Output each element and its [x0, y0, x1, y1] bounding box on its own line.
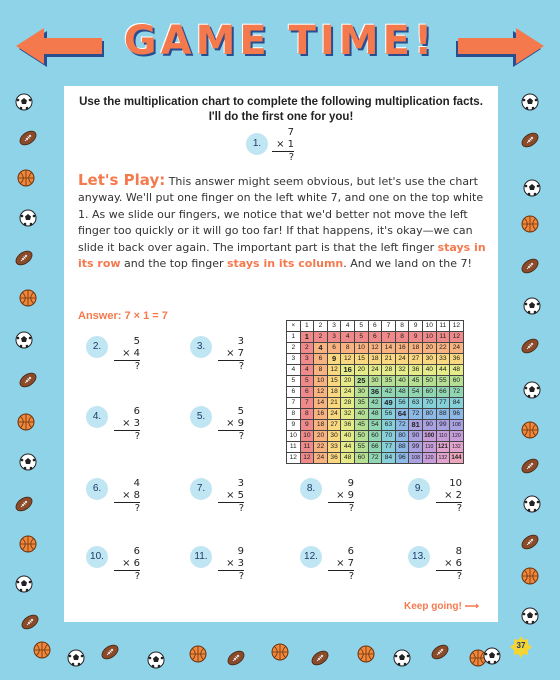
- chart-cell: 56: [382, 409, 396, 420]
- basketball-icon: [18, 534, 38, 554]
- chart-cell: 60: [450, 376, 464, 387]
- football-icon: [14, 248, 34, 268]
- chart-column-header: 9: [409, 321, 423, 332]
- chart-cell: 48: [341, 453, 355, 464]
- soccer-ball-icon: [14, 330, 34, 350]
- multiplication-problem: [328, 478, 354, 515]
- soccer-ball-icon: [522, 296, 542, 316]
- chart-column-header: 12: [450, 321, 464, 332]
- multiplication-problem: [436, 478, 462, 515]
- problem-answer: ?: [348, 571, 354, 582]
- chart-cell: 11: [300, 442, 314, 453]
- chart-cell: 110: [422, 442, 436, 453]
- chart-cell: 72: [368, 453, 382, 464]
- problem-top: 9: [347, 478, 354, 489]
- problem-answer: ?: [134, 431, 140, 442]
- chart-row-header: 5: [287, 376, 301, 387]
- problem-top: 3: [237, 336, 244, 347]
- problem-top: 4: [133, 478, 140, 489]
- chart-cell: 15: [327, 376, 341, 387]
- chart-cell: 24: [450, 343, 464, 354]
- chart-cell: 10: [314, 376, 328, 387]
- chart-cell: 10: [354, 343, 368, 354]
- problem-number: 9.: [408, 478, 430, 500]
- problem-answer: ?: [238, 503, 244, 514]
- chart-cell: 100: [422, 431, 436, 442]
- problem-top: 5: [133, 336, 140, 347]
- chart-cell: 72: [409, 409, 423, 420]
- chart-cell: 33: [436, 354, 450, 365]
- chart-cell: 70: [382, 431, 396, 442]
- chart-cell: 24: [327, 409, 341, 420]
- football-icon: [226, 648, 246, 668]
- problem-answer: ?: [134, 361, 140, 372]
- chart-column-header: 4: [341, 321, 355, 332]
- chart-cell: 24: [341, 387, 355, 398]
- chart-cell: 35: [354, 398, 368, 409]
- soccer-ball-icon: [520, 92, 540, 112]
- lets-play-paragraph: [78, 172, 488, 272]
- basketball-icon: [16, 412, 36, 432]
- multiplication-problem: [114, 478, 140, 515]
- soccer-ball-icon: [66, 648, 86, 668]
- chart-cell: 21: [382, 354, 396, 365]
- chart-cell: 35: [382, 376, 396, 387]
- soccer-ball-icon: [14, 92, 34, 112]
- chart-cell: 2: [300, 343, 314, 354]
- chart-cell: 7: [300, 398, 314, 409]
- page-number: 37: [516, 641, 526, 650]
- chart-column-header: 5: [354, 321, 368, 332]
- chart-cell: 18: [368, 354, 382, 365]
- problem-multiplier: × 7: [328, 558, 354, 571]
- chart-cell: 20: [354, 365, 368, 376]
- instructions: Use the multiplication chart to complete the following multiplication facts. I'll do the first one for you!: [79, 96, 483, 123]
- chart-cell: 24: [314, 453, 328, 464]
- basketball-icon: [16, 168, 36, 188]
- chart-cell: 14: [314, 398, 328, 409]
- chart-cell: 21: [327, 398, 341, 409]
- problem-number: 7.: [190, 478, 212, 500]
- problem-top: 7: [287, 127, 294, 138]
- chart-cell: 12: [314, 387, 328, 398]
- chart-cell: 11: [436, 332, 450, 343]
- chart-cell: 96: [450, 409, 464, 420]
- chart-cell: 56: [395, 398, 409, 409]
- chart-cell: 77: [382, 442, 396, 453]
- problem-answer: ?: [134, 503, 140, 514]
- chart-cell: 6: [327, 343, 341, 354]
- chart-cell: 18: [327, 387, 341, 398]
- problem-multiplier: × 7: [218, 348, 244, 361]
- chart-cell: 4: [314, 343, 328, 354]
- basketball-icon: [520, 420, 540, 440]
- chart-cell: 12: [327, 365, 341, 376]
- example-problem: [272, 127, 294, 164]
- basketball-icon: [32, 640, 52, 660]
- chart-cell: 27: [327, 420, 341, 431]
- chart-cell: 44: [341, 442, 355, 453]
- problem-top: 6: [133, 546, 140, 557]
- problem-multiplier: × 8: [114, 490, 140, 503]
- chart-row-header: 6: [287, 387, 301, 398]
- problem-number: 3.: [190, 336, 212, 358]
- chart-cell: 4: [300, 365, 314, 376]
- chart-cell: 96: [395, 453, 409, 464]
- problem-number: 10.: [86, 546, 108, 568]
- chart-cell: 88: [436, 409, 450, 420]
- football-icon: [520, 336, 540, 356]
- problem-number: 6.: [86, 478, 108, 500]
- basketball-icon: [270, 642, 290, 662]
- problem-top: 3: [237, 478, 244, 489]
- problem-multiplier: × 6: [114, 558, 140, 571]
- problem-multiplier: × 2: [436, 490, 462, 503]
- chart-cell: 9: [409, 332, 423, 343]
- problem-answer: ?: [134, 571, 140, 582]
- multiplication-problem: [114, 406, 140, 443]
- problem-number: 2.: [86, 336, 108, 358]
- answer-text: Answer: 7 × 1 = 7: [78, 310, 168, 322]
- multiplication-chart: [286, 320, 464, 464]
- problem-number: 8.: [300, 478, 322, 500]
- chart-cell: 22: [436, 343, 450, 354]
- football-icon: [520, 130, 540, 150]
- football-icon: [18, 370, 38, 390]
- football-icon: [14, 494, 34, 514]
- chart-cell: 12: [300, 453, 314, 464]
- football-icon: [520, 256, 540, 276]
- multiplication-problem: [114, 336, 140, 373]
- chart-column-header: 11: [436, 321, 450, 332]
- chart-cell: 30: [368, 376, 382, 387]
- chart-cell: 4: [341, 332, 355, 343]
- chart-cell: 36: [450, 354, 464, 365]
- chart-cell: 55: [354, 442, 368, 453]
- chart-cell: 28: [341, 398, 355, 409]
- chart-cell: 81: [409, 420, 423, 431]
- chart-cell: 3: [300, 354, 314, 365]
- problem-multiplier: × 5: [218, 490, 244, 503]
- chart-row-header: 1: [287, 332, 301, 343]
- multiplication-problem: [218, 546, 244, 583]
- chart-cell: 108: [409, 453, 423, 464]
- problem-top: 9: [237, 546, 244, 557]
- problem-number: 5.: [190, 406, 212, 428]
- chart-cell: 9: [300, 420, 314, 431]
- chart-cell: 49: [382, 398, 396, 409]
- chart-cell: 20: [422, 343, 436, 354]
- problem-number: 12.: [300, 546, 322, 568]
- chart-cell: 54: [409, 387, 423, 398]
- problem-answer: ?: [238, 361, 244, 372]
- lets-play-heading: Let's Play:: [78, 171, 166, 189]
- chart-cell: 32: [341, 409, 355, 420]
- chart-cell: 55: [436, 376, 450, 387]
- chart-row-header: 9: [287, 420, 301, 431]
- page-title: GAME TIME!: [123, 18, 437, 64]
- chart-cell: 48: [368, 409, 382, 420]
- chart-cell: 42: [368, 398, 382, 409]
- chart-column-header: 7: [382, 321, 396, 332]
- chart-cell: 54: [368, 420, 382, 431]
- problem-answer: ?: [288, 152, 294, 163]
- basketball-icon: [188, 644, 208, 664]
- football-icon: [20, 612, 40, 632]
- chart-cell: 64: [395, 409, 409, 420]
- chart-cell: 108: [450, 420, 464, 431]
- chart-row-header: 8: [287, 409, 301, 420]
- chart-cell: 60: [368, 431, 382, 442]
- chart-cell: 16: [341, 365, 355, 376]
- chart-cell: 40: [422, 365, 436, 376]
- soccer-ball-icon: [18, 452, 38, 472]
- problem-top: 8: [455, 546, 462, 557]
- keep-going-label: [404, 601, 479, 612]
- problem-multiplier: × 3: [218, 558, 244, 571]
- problem-multiplier: × 3: [114, 418, 140, 431]
- chart-cell: 90: [409, 431, 423, 442]
- chart-cell: 9: [327, 354, 341, 365]
- basketball-icon: [520, 214, 540, 234]
- chart-cell: 72: [450, 387, 464, 398]
- keep-going-text: Keep going!: [404, 601, 462, 612]
- chart-cell: 99: [409, 442, 423, 453]
- basketball-icon: [520, 566, 540, 586]
- multiplication-problem: [328, 546, 354, 583]
- problem-top: 10: [449, 478, 462, 489]
- chart-cell: 45: [354, 420, 368, 431]
- chart-cell: 120: [450, 431, 464, 442]
- chart-cell: 72: [395, 420, 409, 431]
- chart-cell: 33: [327, 442, 341, 453]
- chart-cell: 5: [354, 332, 368, 343]
- chart-cell: 99: [436, 420, 450, 431]
- chart-cell: 48: [450, 365, 464, 376]
- soccer-ball-icon: [18, 208, 38, 228]
- football-icon: [100, 642, 120, 662]
- chart-cell: 8: [300, 409, 314, 420]
- problem-number: 11.: [190, 546, 212, 568]
- chart-cell: 12: [450, 332, 464, 343]
- chart-cell: 70: [422, 398, 436, 409]
- chart-cell: 3: [327, 332, 341, 343]
- chart-column-header: 3: [327, 321, 341, 332]
- chart-cell: 12: [368, 343, 382, 354]
- chart-cell: 30: [422, 354, 436, 365]
- chart-row-header: 3: [287, 354, 301, 365]
- chart-cell: 60: [422, 387, 436, 398]
- chart-cell: 80: [395, 431, 409, 442]
- chart-cell: 18: [314, 420, 328, 431]
- chart-cell: 16: [314, 409, 328, 420]
- basketball-icon: [356, 644, 376, 664]
- multiplication-problem: [218, 478, 244, 515]
- chart-cell: 84: [382, 453, 396, 464]
- problem-multiplier: × 6: [436, 558, 462, 571]
- problem-number: 4.: [86, 406, 108, 428]
- chart-cell: 50: [422, 376, 436, 387]
- chart-cell: 121: [436, 442, 450, 453]
- chart-cell: 8: [341, 343, 355, 354]
- highlight-column: stays in its column: [227, 257, 344, 271]
- soccer-ball-icon: [522, 380, 542, 400]
- soccer-ball-icon: [522, 178, 542, 198]
- chart-cell: 120: [422, 453, 436, 464]
- multiplication-problem: [114, 546, 140, 583]
- chart-column-header: 1: [300, 321, 314, 332]
- chart-cell: 8: [314, 365, 328, 376]
- chart-cell: 8: [395, 332, 409, 343]
- paragraph-text: and the top finger: [120, 257, 227, 271]
- chart-cell: 44: [436, 365, 450, 376]
- problem-multiplier: × 1: [272, 139, 294, 152]
- chart-row-header: 10: [287, 431, 301, 442]
- chart-cell: 63: [382, 420, 396, 431]
- chart-cell: 88: [395, 442, 409, 453]
- chart-cell: 110: [436, 431, 450, 442]
- soccer-ball-icon: [482, 646, 502, 666]
- chart-cell: 2: [314, 332, 328, 343]
- chart-cell: 40: [341, 431, 355, 442]
- problem-top: 5: [237, 406, 244, 417]
- problem-number: 13.: [408, 546, 430, 568]
- chart-cell: 63: [409, 398, 423, 409]
- problem-top: 6: [133, 406, 140, 417]
- chart-cell: 132: [436, 453, 450, 464]
- chart-cell: 18: [409, 343, 423, 354]
- chart-cell: 144: [450, 453, 464, 464]
- chart-corner: ×: [287, 321, 301, 332]
- page-number-badge: [510, 636, 532, 658]
- football-icon: [430, 642, 450, 662]
- soccer-ball-icon: [520, 606, 540, 626]
- chart-cell: 36: [341, 420, 355, 431]
- chart-cell: 80: [422, 409, 436, 420]
- highlight-row: stays in its row: [78, 240, 486, 271]
- multiplication-problem: [218, 336, 244, 373]
- chart-cell: 1: [300, 332, 314, 343]
- multiplication-table: [286, 320, 464, 464]
- chart-column-header: 2: [314, 321, 328, 332]
- chart-cell: 36: [368, 387, 382, 398]
- chart-cell: 66: [436, 387, 450, 398]
- chart-row-header: 11: [287, 442, 301, 453]
- chart-cell: 10: [422, 332, 436, 343]
- problem-answer: ?: [348, 503, 354, 514]
- chart-cell: 25: [354, 376, 368, 387]
- chart-cell: 24: [395, 354, 409, 365]
- chart-cell: 6: [300, 387, 314, 398]
- football-icon: [520, 456, 540, 476]
- chart-cell: 30: [327, 431, 341, 442]
- soccer-ball-icon: [14, 574, 34, 594]
- football-icon: [310, 648, 330, 668]
- paragraph-text: . And we land on the 7!: [343, 257, 472, 271]
- problem-multiplier: × 9: [328, 490, 354, 503]
- chart-cell: 66: [368, 442, 382, 453]
- chart-cell: 7: [382, 332, 396, 343]
- soccer-ball-icon: [522, 494, 542, 514]
- chart-cell: 14: [382, 343, 396, 354]
- multiplication-problem: [218, 406, 244, 443]
- chart-cell: 28: [382, 365, 396, 376]
- chart-cell: 132: [450, 442, 464, 453]
- problem-number: 1.: [246, 133, 268, 155]
- chart-cell: 42: [382, 387, 396, 398]
- chart-cell: 40: [354, 409, 368, 420]
- chart-cell: 27: [409, 354, 423, 365]
- chart-cell: 24: [368, 365, 382, 376]
- football-icon: [520, 532, 540, 552]
- chart-column-header: 8: [395, 321, 409, 332]
- chart-cell: 45: [409, 376, 423, 387]
- problem-multiplier: × 9: [218, 418, 244, 431]
- problem-multiplier: × 4: [114, 348, 140, 361]
- chart-row-header: 7: [287, 398, 301, 409]
- chart-cell: 6: [314, 354, 328, 365]
- chart-cell: 36: [327, 453, 341, 464]
- chart-cell: 30: [354, 387, 368, 398]
- paragraph-text: This answer might seem obvious, but let's use the chart anyway. We'll put one finger on the left white 7, and one on the top white 1. As we slide our fingers, we notice that we'd better not move the left finger too quickly or it will go too far! If that happens, it's okay—we can slide it back over again. The important part is that the left finger: [78, 175, 484, 254]
- soccer-ball-icon: [392, 648, 412, 668]
- soccer-ball-icon: [146, 650, 166, 670]
- chart-cell: 5: [300, 376, 314, 387]
- chart-column-header: 10: [422, 321, 436, 332]
- chart-cell: 10: [300, 431, 314, 442]
- problem-answer: ?: [456, 503, 462, 514]
- chart-cell: 16: [395, 343, 409, 354]
- basketball-icon: [18, 288, 38, 308]
- chart-cell: 60: [354, 453, 368, 464]
- chart-cell: 90: [422, 420, 436, 431]
- chart-cell: 50: [354, 431, 368, 442]
- chart-column-header: 6: [368, 321, 382, 332]
- chart-row-header: 2: [287, 343, 301, 354]
- chart-cell: 15: [354, 354, 368, 365]
- chart-row-header: 12: [287, 453, 301, 464]
- problem-answer: ?: [238, 571, 244, 582]
- chart-cell: 6: [368, 332, 382, 343]
- chart-cell: 77: [436, 398, 450, 409]
- multiplication-problem: [436, 546, 462, 583]
- chart-cell: 22: [314, 442, 328, 453]
- chart-cell: 20: [341, 376, 355, 387]
- chart-cell: 84: [450, 398, 464, 409]
- chart-cell: 12: [341, 354, 355, 365]
- chart-cell: 20: [314, 431, 328, 442]
- chart-cell: 40: [395, 376, 409, 387]
- chart-cell: 32: [395, 365, 409, 376]
- problem-answer: ?: [238, 431, 244, 442]
- arrow-right-small-icon: ⟶: [464, 601, 479, 612]
- chart-row-header: 4: [287, 365, 301, 376]
- problem-top: 6: [347, 546, 354, 557]
- chart-cell: 48: [395, 387, 409, 398]
- problem-answer: ?: [456, 571, 462, 582]
- chart-cell: 36: [409, 365, 423, 376]
- football-icon: [18, 128, 38, 148]
